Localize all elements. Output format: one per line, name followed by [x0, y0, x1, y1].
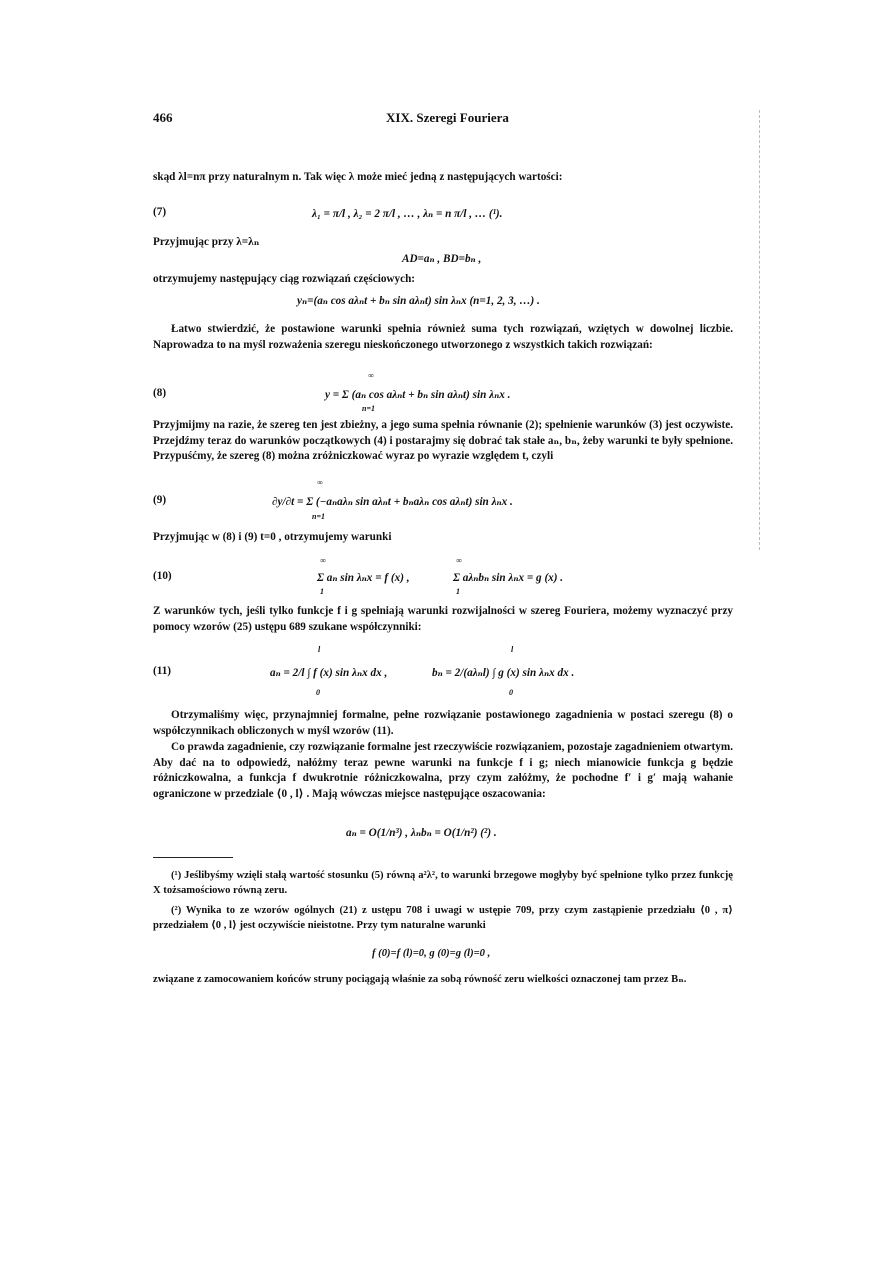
sum-lower-limit: 1	[320, 587, 324, 596]
equation-9: ∂y/∂t = Σ (−aₙaλₙ sin aλₙt + bₙaλₙ cos aλₙt) sin λₙx .	[272, 496, 513, 508]
paragraph: Przyjmując w (8) i (9) t=0 , otrzymujemy warunki	[153, 531, 392, 543]
paragraph: Łatwo stwierdzić, że postawione warunki spełnia również suma tych rozwiązań, wziętych w dowolnej liczbie. Naprowadza to na myśl rozważenia szeregu nieskończonego utworzonego z wszystkich takich rozwiązań:	[153, 323, 733, 351]
paragraph: Co prawda zagadnienie, czy rozwiązanie formalne jest rzeczywiście rozwiązaniem, pozostaje zagadnieniem otwartym. Aby dać na to odpowiedź, nałóżmy teraz pewne warunki na funkcje f i g; niech mianowicie funkcja g będzie różniczkowalna, a funkcja f dwukrotnie różniczkowalna, przy czym załóżmy, że pochodne f′ i g′ mają wahanie ograniczone w przedziale ⟨0 , l⟩ . Mają wówczas miejsce następujące oszacowania:	[153, 741, 733, 800]
running-title: XIX. Szeregi Fouriera	[386, 110, 509, 125]
integral-lower-limit: 0	[316, 688, 320, 697]
paragraph: skąd λl=nπ przy naturalnym n. Tak więc λ może mieć jedną z następujących wartości:	[153, 171, 563, 183]
equation-label: (8)	[153, 387, 167, 399]
page-number: 466	[153, 110, 173, 125]
integral-upper-limit: l	[511, 645, 514, 654]
equation-label: (10)	[153, 570, 172, 582]
footnote-equation: f (0)=f (l)=0, g (0)=g (l)=0 ,	[372, 948, 491, 959]
sum-lower-limit: n=1	[362, 404, 376, 413]
paragraph: otrzymujemy następujący ciąg rozwiązań częściowych:	[153, 273, 416, 285]
equation-yn: yₙ=(aₙ cos aλₙt + bₙ sin aλₙt) sin λₙx (n=1, 2, 3, …) .	[297, 295, 540, 307]
footnote: (²) Wynika to ze wzorów ogólnych (21) z ustępu 708 i uwagi w ustępie 709, przy czym zastąpienie przedziału ⟨0 , π⟩ przedziałem ⟨0 , l⟩ jest oczywiście nieistotne. Przy tym naturalne warunki	[153, 905, 733, 931]
integral-upper-limit: l	[318, 645, 321, 654]
equation-ad-bd: AD=aₙ , BD=bₙ ,	[402, 253, 482, 265]
sum-upper-limit: ∞	[320, 556, 326, 565]
equation-11a: aₙ = 2/l ∫ f (x) sin λₙx dx ,	[270, 667, 388, 679]
paragraph: Przyjmijmy na razie, że szereg ten jest zbieżny, a jego suma spełnia równanie (2); spełnienie warunków (3) jest oczywiste. Przejdźmy teraz do warunków początkowych (4) i postarajmy się dobrać tak stałe aₙ, bₙ, żeby warunki te były spełnione. Przypuśćmy, że szereg (8) można zróżniczkować wyraz po wyrazie względem t, czyli	[153, 419, 733, 462]
equation-7: λ₁ = π/l , λ₂ = 2 π/l , … , λₙ = n π/l , … (¹).	[312, 208, 503, 220]
equation-label: (9)	[153, 494, 167, 506]
sum-lower-limit: 1	[456, 587, 460, 596]
equation-8: y = Σ (aₙ cos aλₙt + bₙ sin aλₙt) sin λₙx .	[325, 389, 511, 401]
paragraph: Otrzymaliśmy więc, przynajmniej formalne, pełne rozwiązanie postawionego zagadnienia w postaci szeregu (8) o współczynnikach obliczonych w myśl wzorów (11).	[153, 709, 733, 737]
sum-upper-limit: ∞	[368, 371, 374, 380]
sum-upper-limit: ∞	[317, 478, 323, 487]
scan-edge-shadow	[759, 110, 760, 550]
integral-lower-limit: 0	[509, 688, 513, 697]
paragraph: Z warunków tych, jeśli tylko funkcje f i g spełniają warunki rozwijalności w szereg Fouriera, możemy wyznaczyć przy pomocy wzorów (25) ustępu 689 szukane współczynniki:	[153, 605, 733, 633]
footnote: (¹) Jeślibyśmy wzięli stałą wartość stosunku (5) równą a²λ², to warunki brzegowe mogłyby być spełnione tylko przez funkcję X tożsamościowo równą zeru.	[153, 870, 733, 896]
equation-11b: bₙ = 2/(aλₙl) ∫ g (x) sin λₙx dx .	[432, 667, 575, 679]
sum-lower-limit: n=1	[312, 512, 326, 521]
equation-estimates: aₙ = O(1/n³) , λₙbₙ = O(1/n²) (²) .	[346, 827, 497, 839]
paragraph: Przyjmując przy λ=λₙ	[153, 236, 260, 248]
equation-10b: Σ aλₙbₙ sin λₙx = g (x) .	[453, 572, 564, 584]
equation-label: (11)	[153, 665, 172, 677]
equation-label: (7)	[153, 206, 167, 218]
sum-upper-limit: ∞	[456, 556, 462, 565]
footnote-rule	[153, 857, 233, 858]
footnote: związane z zamocowaniem końców struny pociągają właśnie za sobą równość zeru wielkości oznaczonej tam przez Bₙ.	[153, 974, 687, 985]
equation-10a: Σ aₙ sin λₙx = f (x) ,	[317, 572, 410, 584]
